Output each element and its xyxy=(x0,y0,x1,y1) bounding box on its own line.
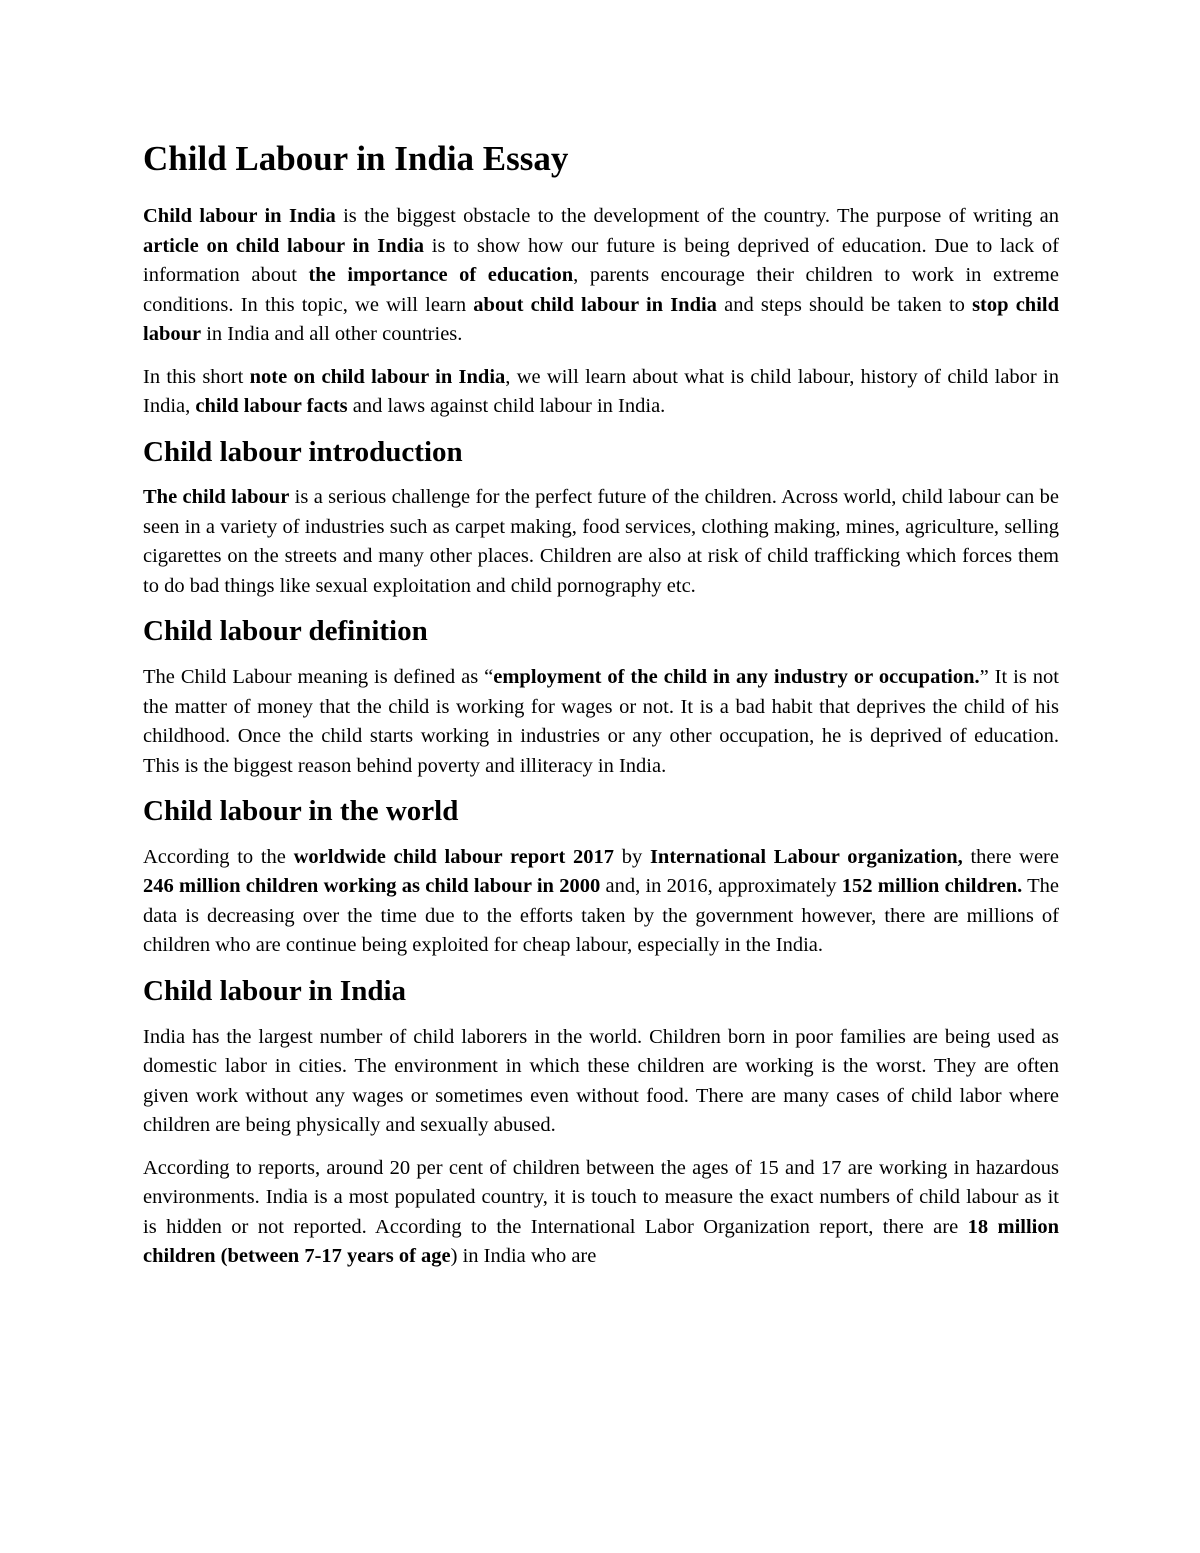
paragraph xyxy=(143,1023,1059,1141)
bold-text: The child labour xyxy=(143,486,290,509)
section-heading: Child labour in the world xyxy=(143,795,459,828)
essay-body xyxy=(143,202,1059,1272)
bold-text: about child labour in India xyxy=(473,293,717,316)
bold-text: worldwide child labour report 2017 xyxy=(293,845,615,868)
text-run: is to show how our future is being deprived of education. Due to lack of information about xyxy=(143,234,1059,286)
text-run: According to the xyxy=(143,845,294,868)
text-run: by xyxy=(614,845,650,868)
bold-text: 152 million children. xyxy=(841,875,1023,898)
paragraph xyxy=(143,202,1059,350)
bold-text: the importance of education xyxy=(308,264,574,286)
text-run: In this short xyxy=(143,365,250,388)
bold-text: 246 million children working as child labour in 2000 xyxy=(143,875,601,898)
section-heading: Child labour definition xyxy=(143,615,428,648)
text-run: and, in 2016, approximately xyxy=(600,875,842,898)
text-run: The Child Labour meaning is defined as “ xyxy=(143,666,494,689)
text-run: in India and all other countries. xyxy=(201,323,463,345)
text-run: is the biggest obstacle to the development of the country. The purpose of writing an xyxy=(335,205,1060,227)
text-run: is a serious challenge for the perfect future of the children. Across world, child labour can be seen in a variety of industries such as carpet making, food services, clothing making, mines, agriculture, selling cigarettes on the streets and many other places. Children are also at risk of child trafficking which forces them to do bad things like sexual exploitation and child pornography etc. xyxy=(143,486,1059,597)
section-heading: Child labour introduction xyxy=(143,435,463,468)
text-run: The data is decreasing over the time due to the efforts taken by the government however, there are millions of children who are continue being exploited for cheap labour, especially in the India. xyxy=(143,875,1059,957)
paragraph xyxy=(143,843,1059,961)
bold-text: employment of the child in any industry or occupation. xyxy=(493,666,980,689)
bold-text: stop child labour xyxy=(143,293,1059,345)
text-run: and steps should be taken to xyxy=(716,293,973,316)
text-run: ” It is not the matter of money that the child is working for wages or not. It is a bad habit that deprives the child of his childhood. Once the child starts working in industries or any other occupation, he is deprived of education. This is the biggest reason behind poverty and illiteracy in India. xyxy=(143,666,1059,777)
paragraph xyxy=(143,363,1059,422)
bold-text: 18 million children (between 7-17 years of age xyxy=(143,1215,1060,1268)
bold-text: Child labour in India xyxy=(143,205,336,227)
bold-text: article on child labour in India xyxy=(143,234,425,257)
text-run: there were xyxy=(962,845,1059,868)
text-run: According to reports, around 20 per cent of children between the ages of 15 and 17 are working in hazardous environments. India is a most populated country, it is touch to measure the exact numbers of child labour as it is hidden or not reported. According to the International Labor Organization report, there are xyxy=(143,1156,1059,1238)
section-heading: Child labour in India xyxy=(143,974,407,1007)
bold-text: child labour facts xyxy=(195,395,348,417)
page-title: Child Labour in India Essay xyxy=(143,139,569,178)
bold-text: International Labour organization, xyxy=(649,845,963,868)
text-run: ) in India who are xyxy=(450,1245,597,1268)
text-run: , we will learn about what is child labour, history of child labor in India, xyxy=(143,365,1059,417)
bold-text: note on child labour in India xyxy=(249,365,506,388)
paragraph xyxy=(143,483,1059,601)
text-run: and laws against child labour in India. xyxy=(347,395,666,417)
text-run: India has the largest number of child laborers in the world. Children born in poor families are being used as domestic labor in cities. The environment in which these children are working is the worst. They are often given work without any wages or sometimes even without food. There are many cases of child labor where children are being physically and sexually abused. xyxy=(143,1025,1059,1137)
paragraph xyxy=(143,1154,1059,1272)
paragraph xyxy=(143,663,1059,781)
text-run: , parents encourage their children to work in extreme conditions. In this topic, we will learn xyxy=(143,264,1059,316)
